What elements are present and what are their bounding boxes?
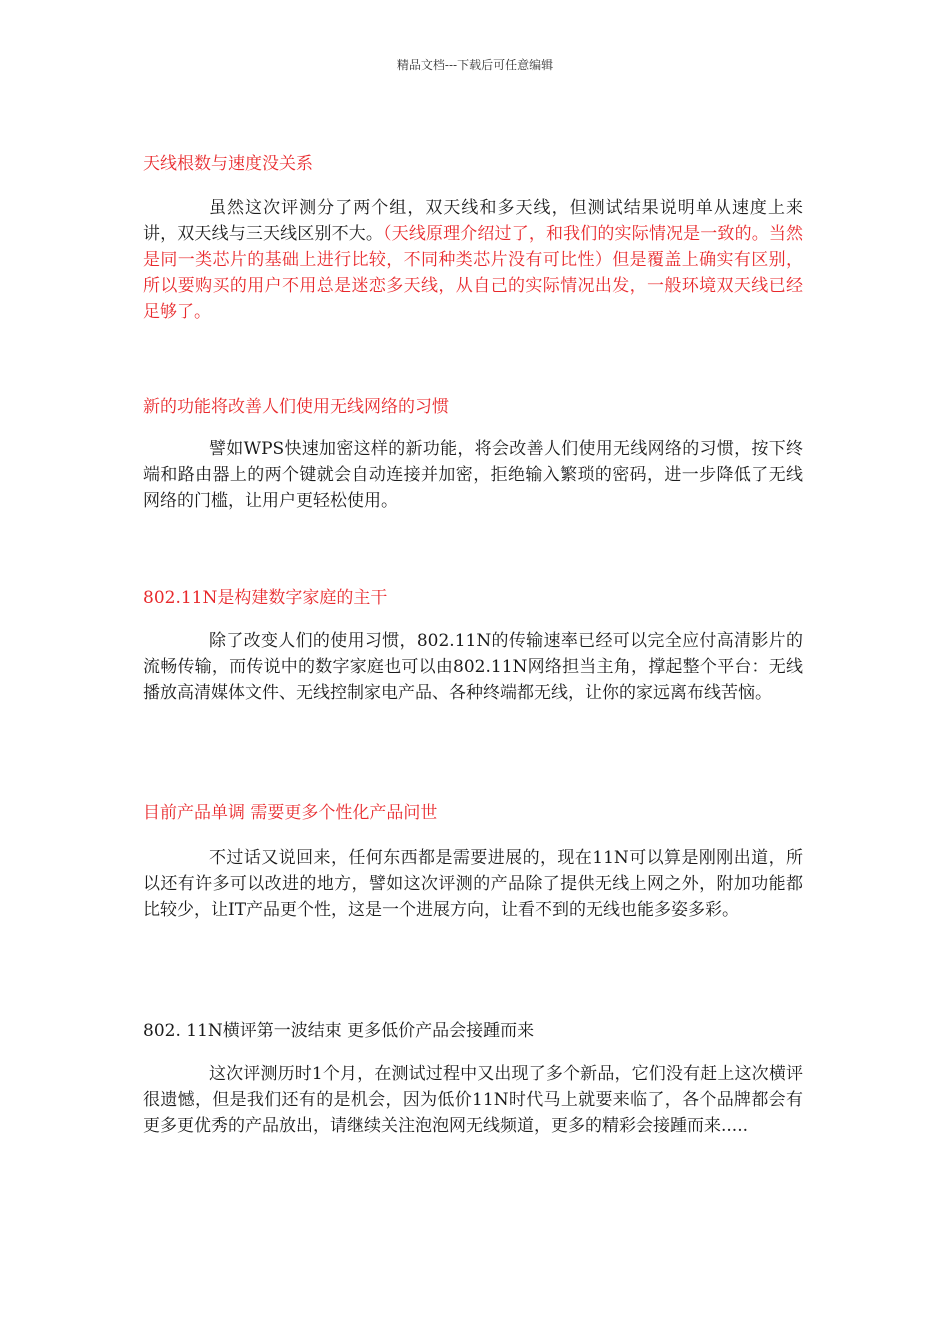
section-heading-review-end: 802. 11N横评第一波结束 更多低价产品会接踵而来 bbox=[143, 1021, 535, 1041]
page-header: 精品文档---下载后可任意编辑 bbox=[396, 58, 554, 72]
body-text-red: （天线原理介绍过了，和我们的实际情况是一致的。当然是同一类芯片的基础上进行比较，不同种类芯片没有可比性）但是覆盖上确实有区别，所以要购买的用户不用总是迷恋多天线，从自己的实际情况出发，一般环境双天线已经足够了。 bbox=[143, 224, 804, 322]
section-body-digital-home: 除了改变人们的使用习惯，802.11N的传输速率已经可以完全应付高清影片的流畅传输，而传说中的数字家庭也可以由802.11N网络担当主角，撑起整个平台：无线播放高清媒体文件、无线控制家电产品、各种终端都无线，让你的家远离布线苦恼。 bbox=[143, 631, 803, 703]
section-heading-digital-home: 802.11N是构建数字家庭的主干 bbox=[143, 588, 388, 608]
body-text-black: 虽然这次评测分了两个组，双天线和多天线，但测试结果说明单从速度上来讲，双天线与三天线区别不大。 bbox=[143, 198, 803, 244]
section-heading-new-features: 新的功能将改善人们使用无线网络的习惯 bbox=[143, 397, 449, 417]
section-heading-products: 目前产品单调 需要更多个性化产品问世 bbox=[143, 803, 438, 823]
section-body-review-end: 这次评测历时1个月，在测试过程中又出现了多个新品，它们没有赶上这次横评很遗憾，但是我们还有的是机会，因为低价11N时代马上就要来临了，各个品牌都会有更多更优秀的产品放出，请继续关注泡泡网无线频道，更多的精彩会接踵而来..... bbox=[143, 1064, 803, 1136]
section-heading-antenna: 天线根数与速度没关系 bbox=[143, 154, 313, 174]
section-body-products: 不过话又说回来，任何东西都是需要进展的，现在11N可以算是刚刚出道，所以还有许多可以改进的地方，譬如这次评测的产品除了提供无线上网之外，附加功能都比较少，让IT产品更个性，这是一个进展方向，让看不到的无线也能多姿多彩。 bbox=[143, 848, 803, 920]
section-body-new-features: 譬如WPS快速加密这样的新功能，将会改善人们使用无线网络的习惯，按下终端和路由器上的两个键就会自动连接并加密，拒绝输入繁琐的密码，进一步降低了无线网络的门槛，让用户更轻松使用。 bbox=[143, 439, 803, 511]
section-body-antenna bbox=[143, 195, 803, 325]
